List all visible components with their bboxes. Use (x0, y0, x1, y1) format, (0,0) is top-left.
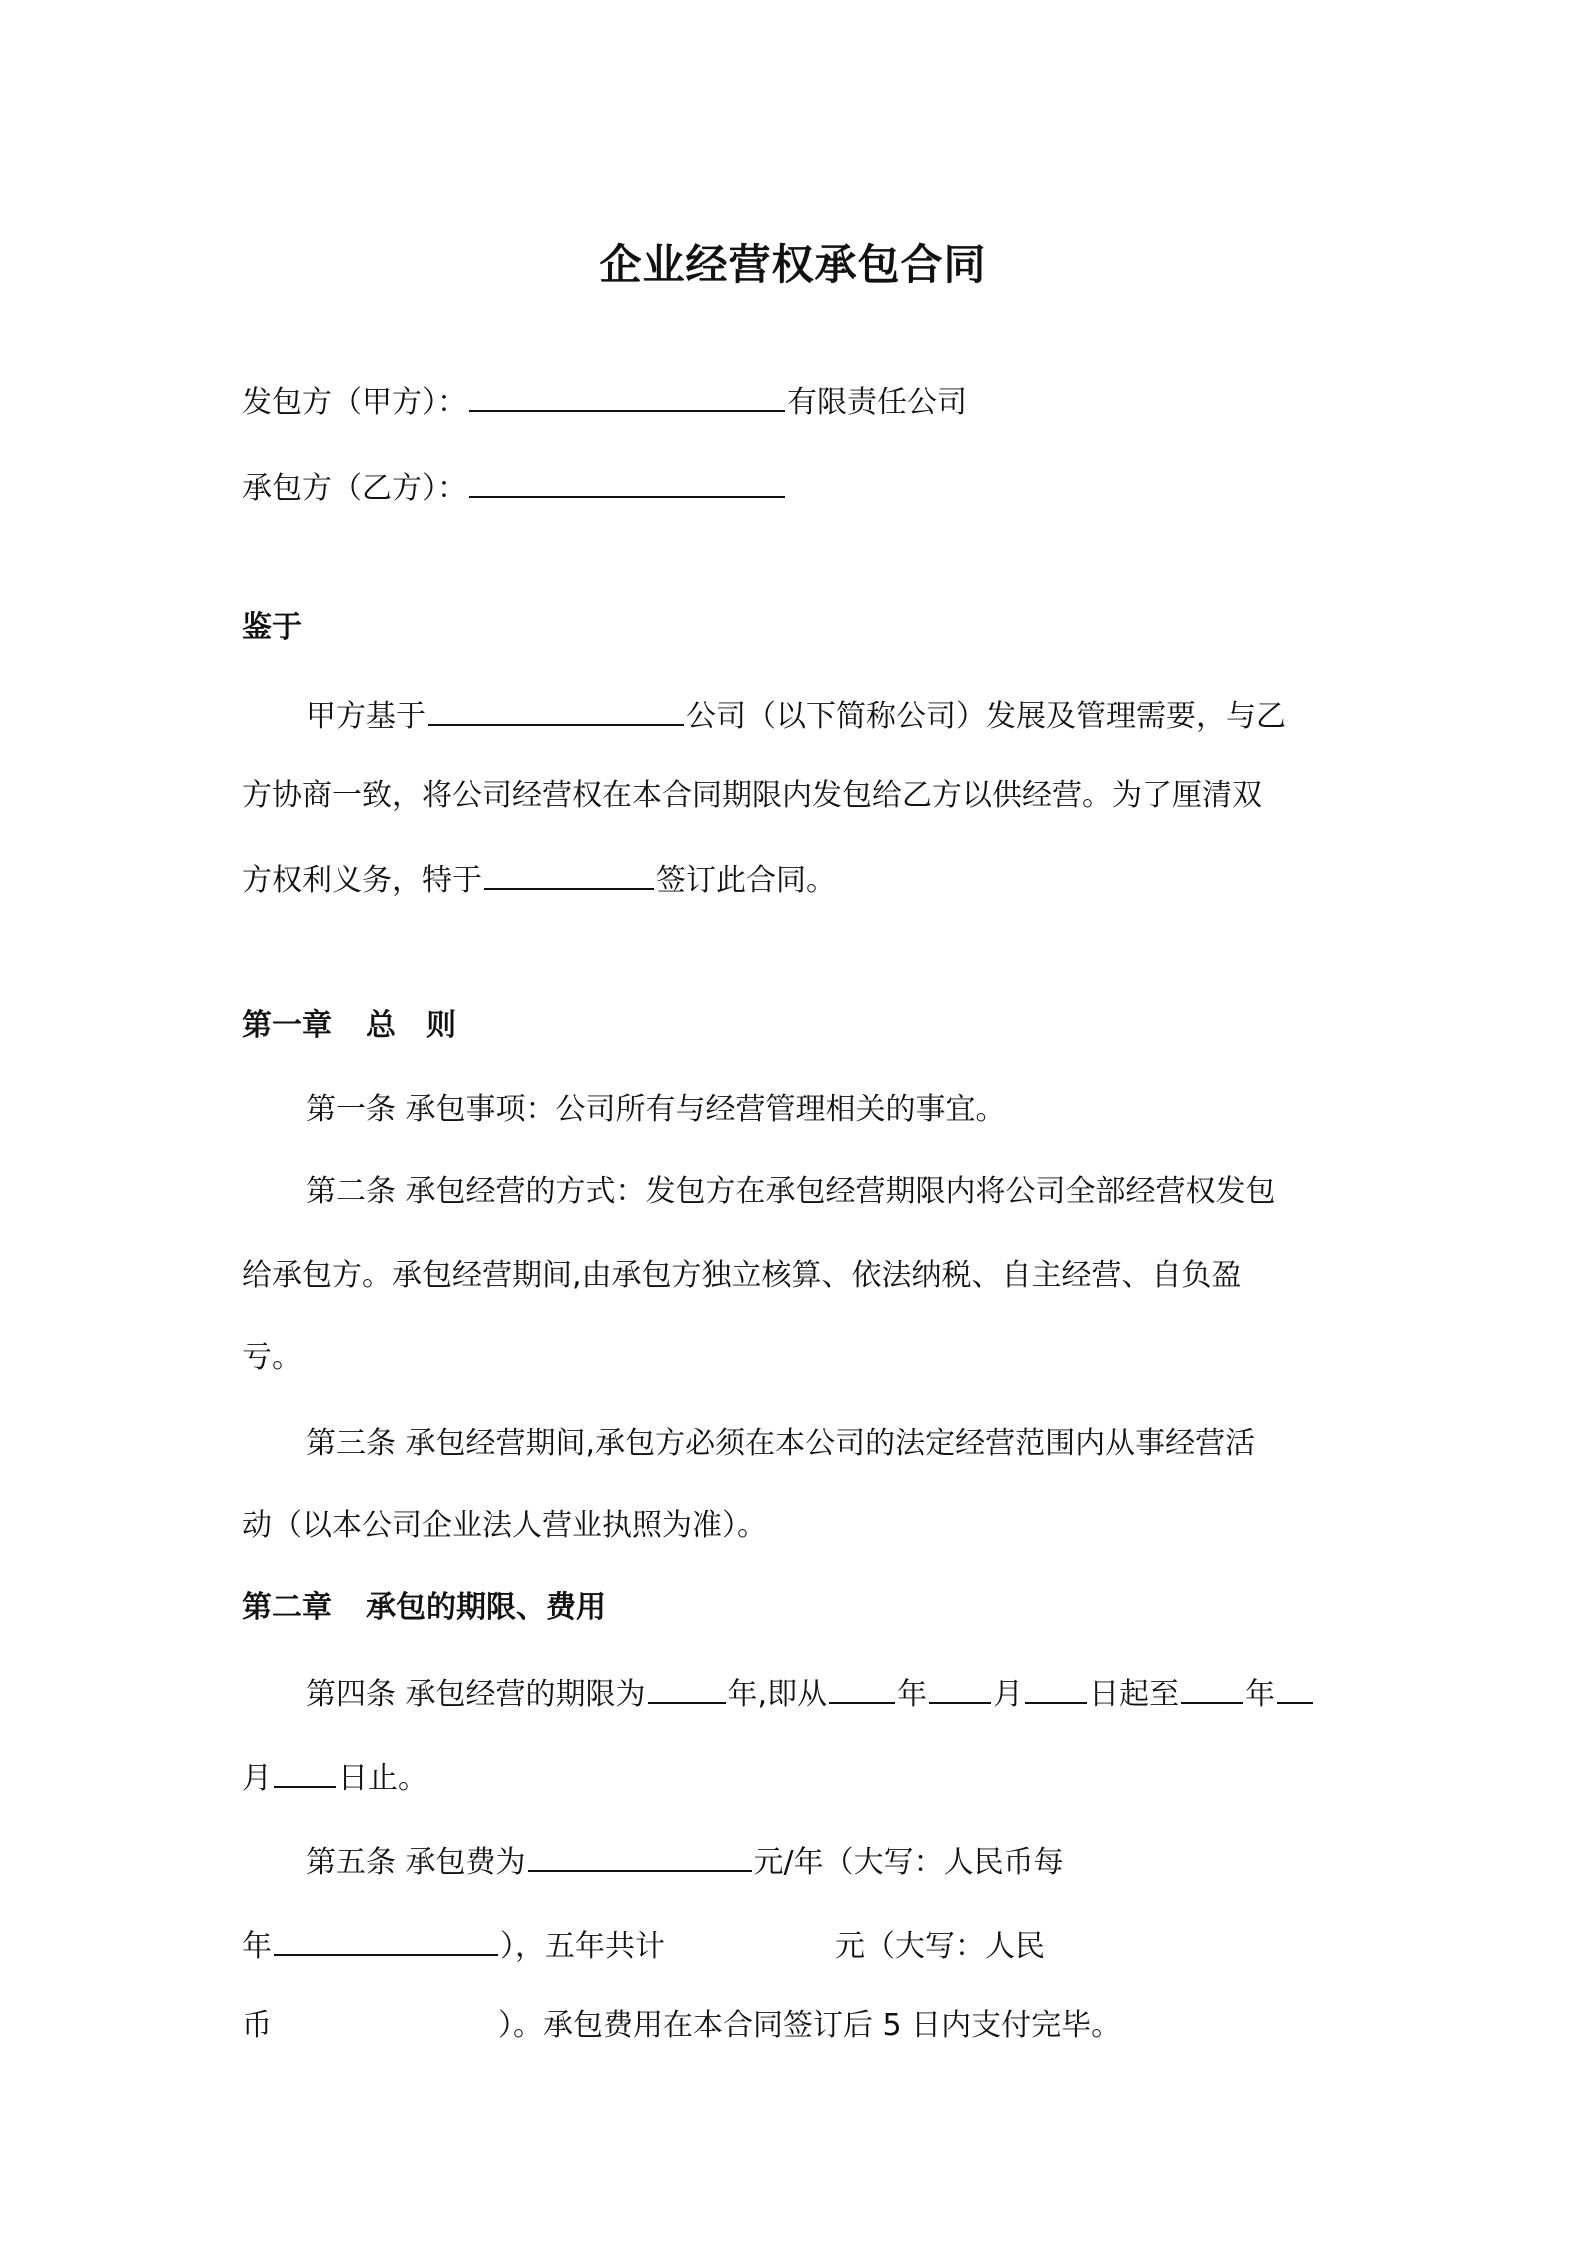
article-5-line-3 (242, 2006, 1121, 2046)
start-year-blank (829, 1672, 895, 1704)
article-text: 币 (242, 2008, 272, 2043)
article-4-line-2 (242, 1756, 428, 1799)
end-day-blank (274, 1756, 336, 1788)
article-text: 元（大写：人民 (835, 1929, 1045, 1964)
signing-place-blank (484, 858, 654, 890)
company-name-blank (428, 694, 684, 726)
article-2-line-1: 第二条 承包经营的方式：发包方在承包经营期限内将公司全部经营权发包 (306, 1174, 1276, 1209)
party-b-name-blank (469, 466, 785, 498)
document-title: 企业经营权承包合同 (599, 240, 987, 289)
party-b-line (242, 466, 787, 509)
article-text: 年 (897, 1677, 928, 1712)
article-text: 第五条 承包费为 (306, 1845, 526, 1880)
chapter-title: 总 (366, 1008, 396, 1043)
whereas-text: 方权利义务，特于 (242, 863, 482, 898)
article-3-line-2: 动（以本公司企业法人营业执照为准）。 (242, 1508, 767, 1543)
article-4-line-1 (306, 1672, 1315, 1715)
whereas-text: 甲方基于 (306, 699, 426, 734)
annual-fee-uppercase-blank (274, 1924, 498, 1956)
whereas-line-1 (306, 694, 1286, 737)
term-years-blank (648, 1672, 726, 1704)
article-text: 年 (242, 1929, 272, 1964)
party-b-label: 承包方（乙方）： (242, 471, 467, 506)
article-text: ），五年共计 (500, 1929, 665, 1964)
article-5-line-1 (306, 1840, 1064, 1883)
article-text: 月 (993, 1677, 1024, 1712)
party-a-line (242, 380, 967, 423)
start-month-blank (929, 1672, 991, 1704)
chapter-title: 则 (426, 1008, 456, 1043)
end-month-blank (1277, 1672, 1313, 1704)
annual-fee-blank (528, 1840, 752, 1872)
party-a-name-blank (469, 380, 785, 412)
chapter-number: 第二章 (242, 1590, 332, 1625)
whereas-text: 签订此合同。 (656, 863, 836, 898)
end-year-blank (1181, 1672, 1243, 1704)
article-2-line-2: 给承包方。承包经营期间,由承包方独立核算、依法纳税、自主经营、自负盈 (242, 1258, 1242, 1293)
whereas-line-2: 方协商一致，将公司经营权在本合同期限内发包给乙方以供经营。为了厘清双 (242, 778, 1262, 813)
article-text: 第四条 承包经营的期限为 (306, 1677, 646, 1712)
article-text: 年 (1245, 1677, 1276, 1712)
article-5-line-2 (242, 1924, 1045, 1967)
whereas-line-3 (242, 858, 836, 901)
article-text: 元/年（大写：人民币每 (753, 1845, 1064, 1880)
article-2-line-3: 亏。 (242, 1340, 302, 1375)
whereas-heading: 鉴于 (242, 610, 302, 645)
chapter-title: 承包的期限、费用 (366, 1590, 606, 1625)
article-text: 月 (242, 1761, 272, 1796)
whereas-text: 公司（以下简称公司）发展及管理需要，与乙 (686, 699, 1286, 734)
chapter-2-heading (242, 1588, 606, 1628)
party-a-label: 发包方（甲方）： (242, 385, 467, 420)
start-day-blank (1025, 1672, 1087, 1704)
article-3-line-1: 第三条 承包经营期间,承包方必须在本公司的法定经营范围内从事经营活 (306, 1426, 1256, 1461)
chapter-number: 第一章 (242, 1008, 332, 1043)
article-text: 日止。 (338, 1761, 428, 1796)
chapter-1-heading (242, 1006, 456, 1046)
article-1: 第一条 承包事项：公司所有与经营管理相关的事宜。 (306, 1092, 1006, 1127)
party-a-suffix: 有限责任公司 (787, 385, 967, 420)
article-text: 日起至 (1089, 1677, 1180, 1712)
article-text: 年,即从 (727, 1677, 828, 1712)
article-text: ）。承包费用在本合同签订后 5 日内支付完毕。 (498, 2008, 1122, 2043)
